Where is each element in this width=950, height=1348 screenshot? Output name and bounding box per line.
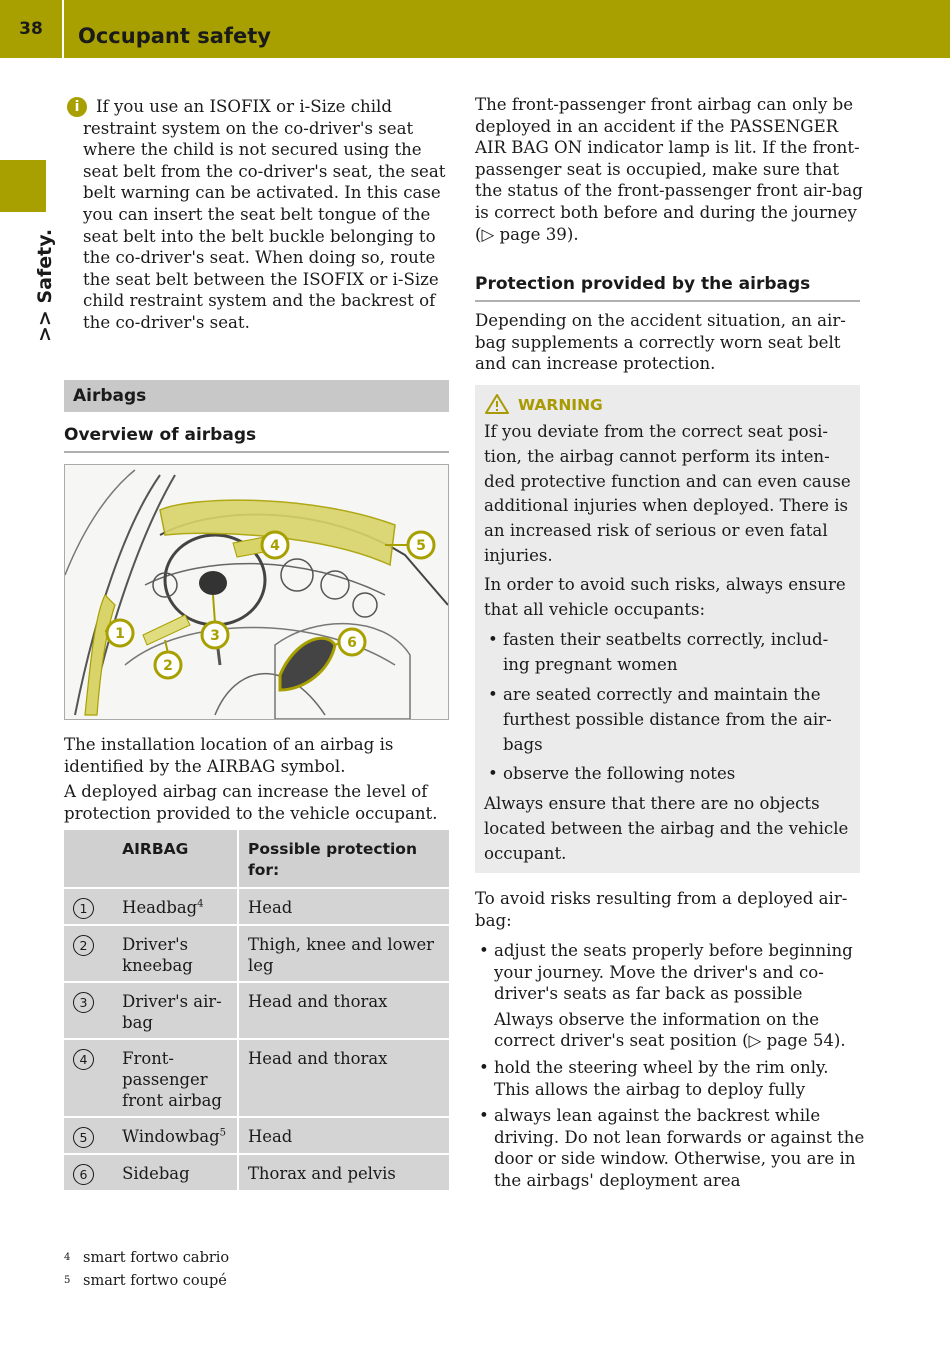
- page-number: 38: [19, 19, 43, 39]
- warning-text: If you deviate from the correct seat posi-tion, the airbag cannot perform its inten-ded protective function and can even cause additional injuries when deployed. There is an increased risk of serious or even fatal injuries.: [484, 422, 851, 565]
- protection-cell: Head: [238, 888, 449, 925]
- protection-paragraph: Depending on the accident situation, an air-bag supplements a correctly worn seat belt and can increase protection.: [475, 311, 846, 374]
- list-item: • hold the steering wheel by the rim only. This allows the airbag to deploy fully: [475, 1057, 865, 1100]
- info-icon: i: [67, 97, 87, 117]
- side-tab-marker: [0, 160, 46, 212]
- side-tab-label: >> Safety.: [34, 228, 56, 342]
- airbag-name: Sidebag: [113, 1154, 238, 1191]
- footnote-text: smart fortwo cabrio: [83, 1250, 230, 1266]
- section-title: Airbags: [64, 380, 449, 412]
- list-item: • are seated correctly and maintain the furthest possible distance from the air-bags: [484, 683, 852, 757]
- svg-text:5: 5: [416, 538, 426, 554]
- airbag-name: Driver's kneebag: [113, 925, 238, 982]
- airbag-symbol-paragraph: The installation location of an airbag is identified by the AIRBAG symbol.: [64, 735, 394, 776]
- footnote-ref: 4: [197, 898, 204, 910]
- row-number: 4: [73, 1049, 94, 1070]
- list-item: [475, 940, 865, 1052]
- header-divider: [62, 0, 64, 58]
- warning-text: In order to avoid such risks, always ensure that all vehicle occupants:: [484, 574, 846, 619]
- svg-text:2: 2: [163, 658, 173, 674]
- row-number: 1: [73, 898, 94, 919]
- overview-heading: Overview of airbags: [64, 425, 449, 453]
- protection-cell: Thorax and pelvis: [238, 1154, 449, 1191]
- svg-text:1: 1: [115, 626, 125, 642]
- info-note: [64, 96, 454, 334]
- protection-cell: Thigh, knee and lower leg: [238, 925, 449, 982]
- warning-title-text: WARNING: [518, 396, 603, 414]
- airbag-table: [64, 830, 449, 1192]
- table-header-airbag: AIRBAG: [113, 830, 238, 888]
- table-row: [64, 888, 449, 925]
- table-row: [64, 1039, 449, 1117]
- table-header-row: [64, 830, 449, 888]
- footnote-mark: 5: [64, 1275, 71, 1286]
- warning-triangle-icon: [484, 393, 510, 415]
- svg-text:4: 4: [270, 538, 280, 554]
- svg-text:3: 3: [210, 628, 220, 644]
- airbag-name: Front-passenger front airbag: [113, 1039, 238, 1117]
- row-number: 3: [73, 992, 94, 1013]
- risks-paragraph: To avoid risks resulting from a deployed air-bag:: [475, 889, 848, 930]
- warning-text: Always ensure that there are no objects located between the airbag and the vehicle occupant.: [484, 794, 849, 863]
- info-note-text: If you use an ISOFIX or i-Size child restraint system on the co-driver's seat where the child is not secured using the seat belt from the co-driver's seat, the seat belt warning can be activated. In this case you can insert the seat belt tongue of the seat belt into the belt buckle belonging to the co-driver's seat. When doing so, route the seat belt between the ISOFIX or i-Size child restraint system and the backrest of the co-driver's seat.: [83, 97, 446, 332]
- table-header-protection: Possible protection for:: [238, 830, 449, 888]
- table-row: [64, 1117, 449, 1154]
- airbag-name: Driver's air-bag: [113, 982, 238, 1039]
- row-number: 5: [73, 1127, 94, 1148]
- list-item: • always lean against the backrest while driving. Do not lean forwards or against the door or side window. Otherwise, you are in the airbags' deployment area: [475, 1105, 865, 1191]
- protection-cell: Head and thorax: [238, 1039, 449, 1117]
- protection-heading: Protection provided by the airbags: [475, 274, 860, 302]
- row-number: 6: [73, 1164, 94, 1185]
- list-item: • fasten their seatbelts correctly, includ-ing pregnant women: [484, 628, 852, 678]
- page-title: Occupant safety: [78, 24, 271, 48]
- protection-cell: Head: [238, 1117, 449, 1154]
- footnote: [64, 1272, 364, 1290]
- list-item-subtext: Always observe the information on the correct driver's seat position (▷ page 54).: [494, 1009, 846, 1051]
- warning-box: [475, 385, 860, 873]
- airbag-overview-figure: [64, 464, 449, 720]
- footnote: [64, 1249, 364, 1267]
- footnote-text: smart fortwo coupé: [83, 1273, 227, 1289]
- warning-list: [484, 628, 852, 787]
- warning-title: [484, 390, 852, 420]
- table-header-num: [64, 830, 113, 888]
- footnote-ref: 5: [219, 1127, 227, 1139]
- passenger-airbag-paragraph: The front-passenger front airbag can only be deployed in an accident if the PASSENGER AIR BAG ON indicator lamp is lit. If the front-passenger seat is occupied, make sure that the status of the front-passenger front air-bag is correct both before and during the journey (▷ page 39).: [475, 95, 863, 244]
- airbag-name: Headbag: [122, 898, 198, 917]
- list-item: • observe the following notes: [484, 762, 852, 787]
- table-row: [64, 982, 449, 1039]
- airbag-diagram: [65, 465, 448, 719]
- airbag-name: Windowbag: [122, 1127, 220, 1146]
- table-row: [64, 925, 449, 982]
- list-item-text: adjust the seats properly before beginning your journey. Move the driver's and co-driver's seats as far back as possible: [494, 941, 853, 1004]
- row-number: 2: [73, 935, 94, 956]
- protection-cell: Head and thorax: [238, 982, 449, 1039]
- footnote-mark: 4: [64, 1252, 71, 1263]
- airbag-protection-paragraph: A deployed airbag can increase the level of protection provided to the vehicle occupant.: [64, 782, 438, 823]
- table-row: [64, 1154, 449, 1191]
- svg-text:6: 6: [347, 635, 357, 651]
- risks-list: [475, 940, 865, 1197]
- page-header: [0, 0, 950, 58]
